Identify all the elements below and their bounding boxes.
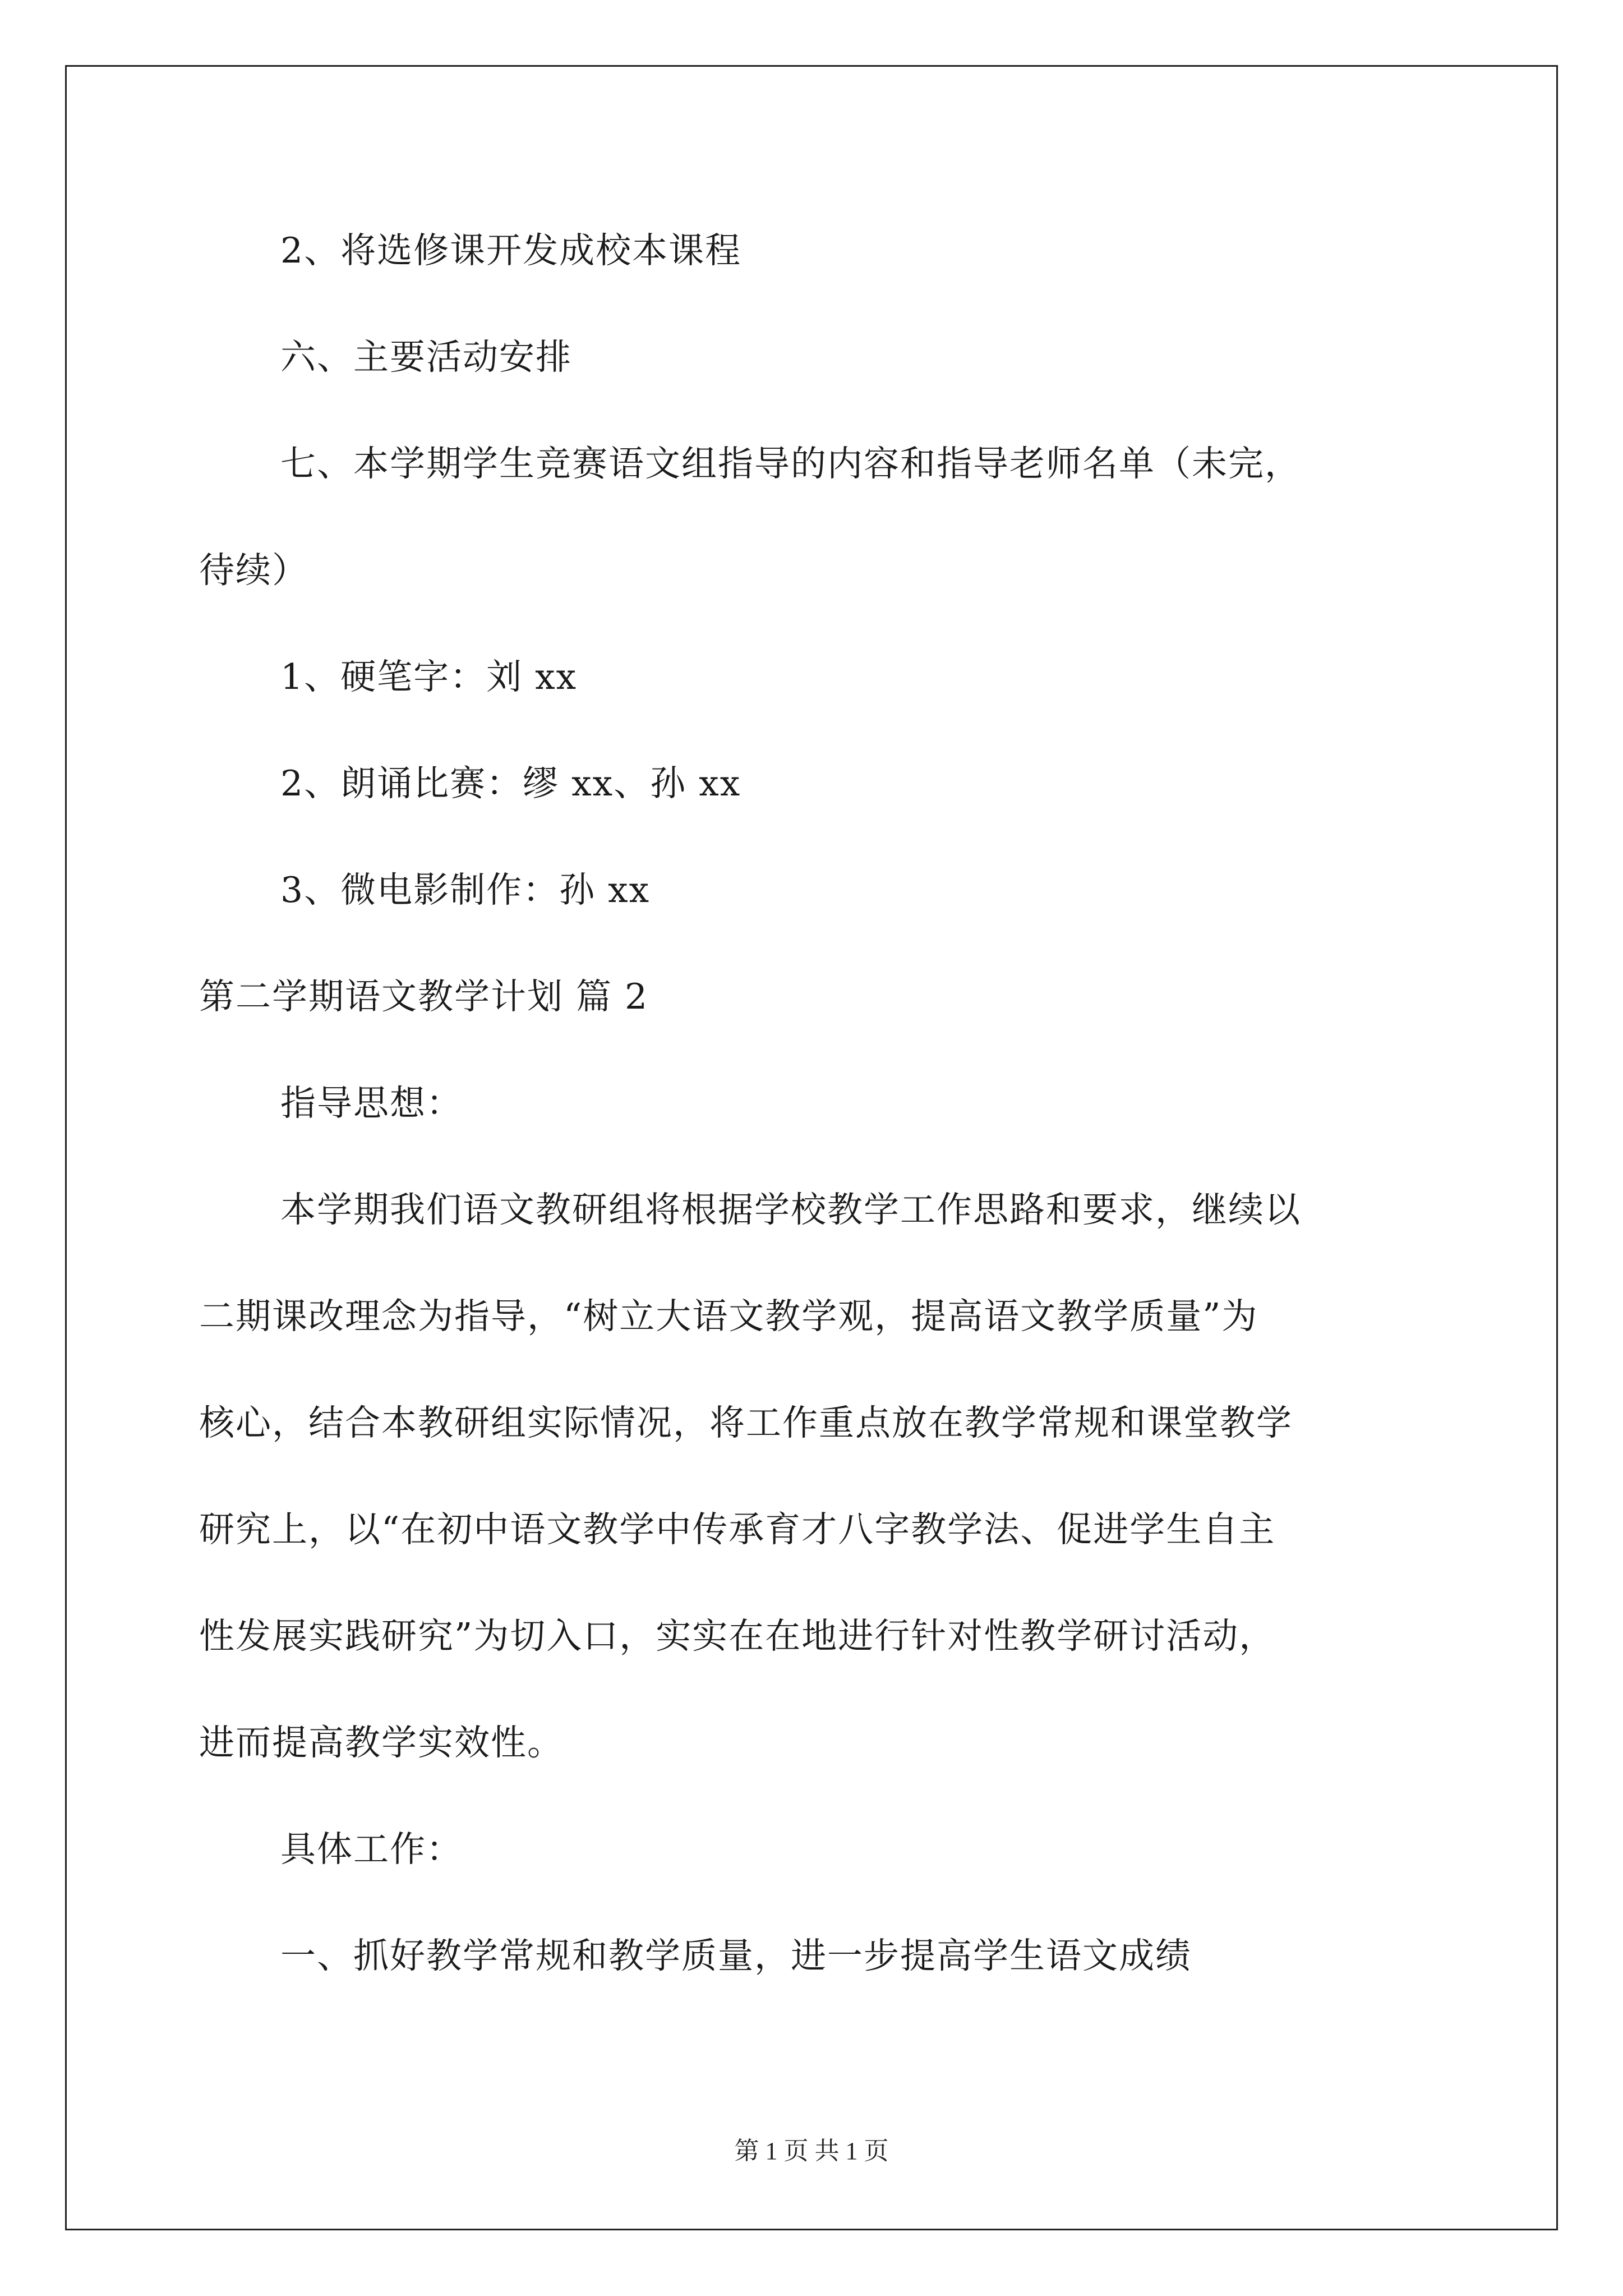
paragraph-line: 进而提高教学实效性。 xyxy=(199,1722,564,1763)
paragraph-line: 性发展实践研究”为切入口，实实在在地进行针对性教学研讨活动， xyxy=(199,1616,1276,1657)
page-footer: 第 1 页 共 1 页 xyxy=(734,2137,889,2165)
section-heading-six: 六、主要活动安排 xyxy=(280,337,572,378)
paragraph-line: 2、将选修课开发成校本课程 xyxy=(280,230,742,271)
paragraph-line: 二期课改理念为指导，“树立大语文教学观，提高语文教学质量”为 xyxy=(199,1296,1258,1337)
list-item: 3、微电影制作：孙 xx xyxy=(280,869,651,910)
article-title: 第二学期语文教学计划 篇 2 xyxy=(199,976,649,1017)
section-heading-one: 一、抓好教学常规和教学质量，进一步提高学生语文成绩 xyxy=(280,1935,1192,1976)
subheading-specific-work: 具体工作： xyxy=(280,1829,463,1870)
paragraph-line: 研究上，以“在初中语文教学中传承育才八字教学法、促进学生自主 xyxy=(199,1509,1276,1550)
list-item: 1、硬笔字：刘 xx xyxy=(280,656,578,697)
paragraph-line: 本学期我们语文教研组将根据学校教学工作思路和要求，继续以 xyxy=(280,1189,1301,1230)
paragraph-line: 核心，结合本教研组实际情况，将工作重点放在教学常规和课堂教学 xyxy=(199,1402,1293,1443)
list-item: 2、朗诵比赛：缪 xx、孙 xx xyxy=(280,763,741,804)
subheading-guiding-thought: 指导思想： xyxy=(280,1083,463,1124)
paragraph-line: 待续） xyxy=(199,550,308,591)
page-border xyxy=(65,65,1558,2230)
section-heading-seven: 七、本学期学生竞赛语文组指导的内容和指导老师名单（未完， xyxy=(280,443,1301,484)
